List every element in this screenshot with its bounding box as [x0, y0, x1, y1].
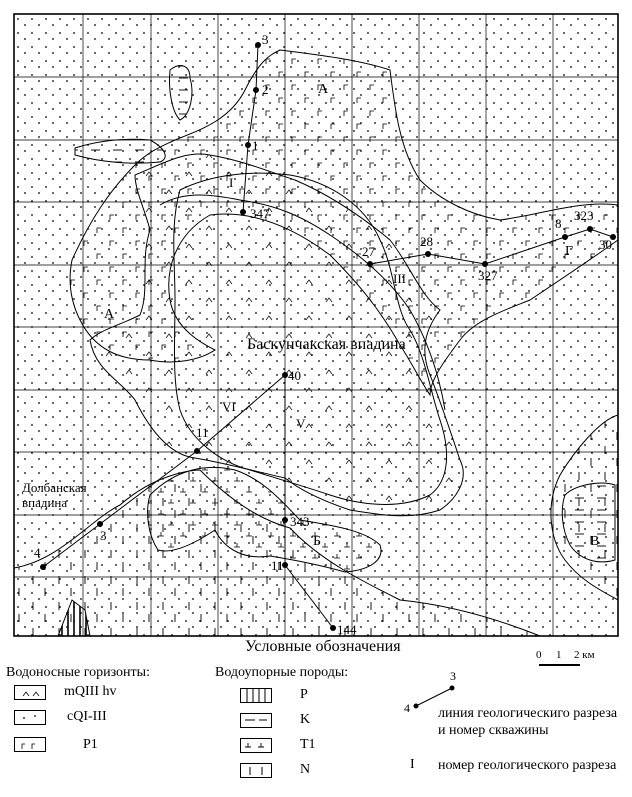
well [367, 261, 373, 267]
well [587, 226, 593, 232]
legend-swatch-p [240, 688, 272, 703]
well [240, 209, 246, 215]
well-label: 8 [555, 216, 562, 231]
area-label: А [318, 82, 329, 97]
legend-swatch-t1 [240, 738, 272, 753]
well [40, 564, 46, 570]
well-label: 323 [574, 208, 594, 223]
well-label: 2 [262, 82, 269, 97]
well [482, 261, 488, 267]
area-label: А [104, 307, 115, 322]
legend-swatch-k [240, 713, 272, 728]
well-label: 30 [599, 237, 612, 252]
well [194, 448, 200, 454]
legend-title: Условные обозначения [245, 638, 401, 655]
legend-aquitard-t1: T1 [300, 737, 316, 752]
well-label: 4 [34, 545, 41, 560]
well [255, 42, 261, 48]
legend-swatch-p1 [14, 737, 46, 752]
scale-tick: 2 км [574, 649, 595, 661]
well-label: 40 [288, 368, 301, 383]
legend-aquifer-p1: P1 [83, 737, 98, 752]
scale-tick: 0 [536, 649, 542, 661]
legend-swatch-mq [14, 685, 46, 700]
basin-label: Долбанская впадина [22, 480, 87, 510]
scale-tick: 1 [556, 649, 562, 661]
area-label: Б [313, 534, 322, 549]
well [253, 87, 259, 93]
well-label: 144 [337, 622, 357, 637]
well-label: 27 [362, 244, 375, 259]
well [245, 142, 251, 148]
section-label: I [229, 175, 234, 190]
legend-aquitard-p: P [300, 687, 308, 702]
legend-aquitard-n: N [300, 762, 311, 777]
well [330, 625, 336, 631]
section-label: VI [222, 399, 236, 414]
well [97, 521, 103, 527]
section-label: III [393, 271, 406, 286]
aquitards-title: Водоупорные породы: [215, 665, 349, 680]
well-label: 28 [420, 234, 433, 249]
well [282, 517, 288, 523]
legend-section-number-text: номер геологического разреза [438, 758, 617, 773]
section-label: V [296, 416, 306, 431]
scale-bar [534, 645, 624, 675]
well-label: 343 [290, 514, 310, 529]
well-label: 3 [262, 32, 269, 47]
legend-section-number: 4 [404, 701, 410, 715]
legend-section-line-text: линия геологическиго разреза и номер скважины [438, 706, 618, 738]
legend-swatch-cq [14, 710, 46, 725]
legend-swatch-n [240, 763, 272, 778]
aquifers-title: Водоносные горизонты: [6, 665, 150, 680]
well-label: 1 [252, 138, 259, 153]
well-label: 347 [250, 206, 270, 221]
area-label: В [590, 534, 600, 549]
well-label: 11 [271, 558, 284, 573]
area-label: Г [565, 244, 574, 259]
well-label: 3 [100, 528, 107, 543]
well-label: 11 [196, 425, 209, 440]
legend-aquifer-cq: cQI-III [67, 709, 107, 724]
legend-aquifer-mq: mQIII hv [64, 684, 117, 699]
map-title: Баскунчакская впадина [247, 336, 406, 353]
well [562, 234, 568, 240]
legend-section-number: 3 [450, 669, 456, 683]
well-label: 327 [478, 268, 498, 283]
well [425, 251, 431, 257]
legend-aquitard-k: K [300, 712, 311, 727]
legend-section-symbol: I [410, 757, 415, 772]
